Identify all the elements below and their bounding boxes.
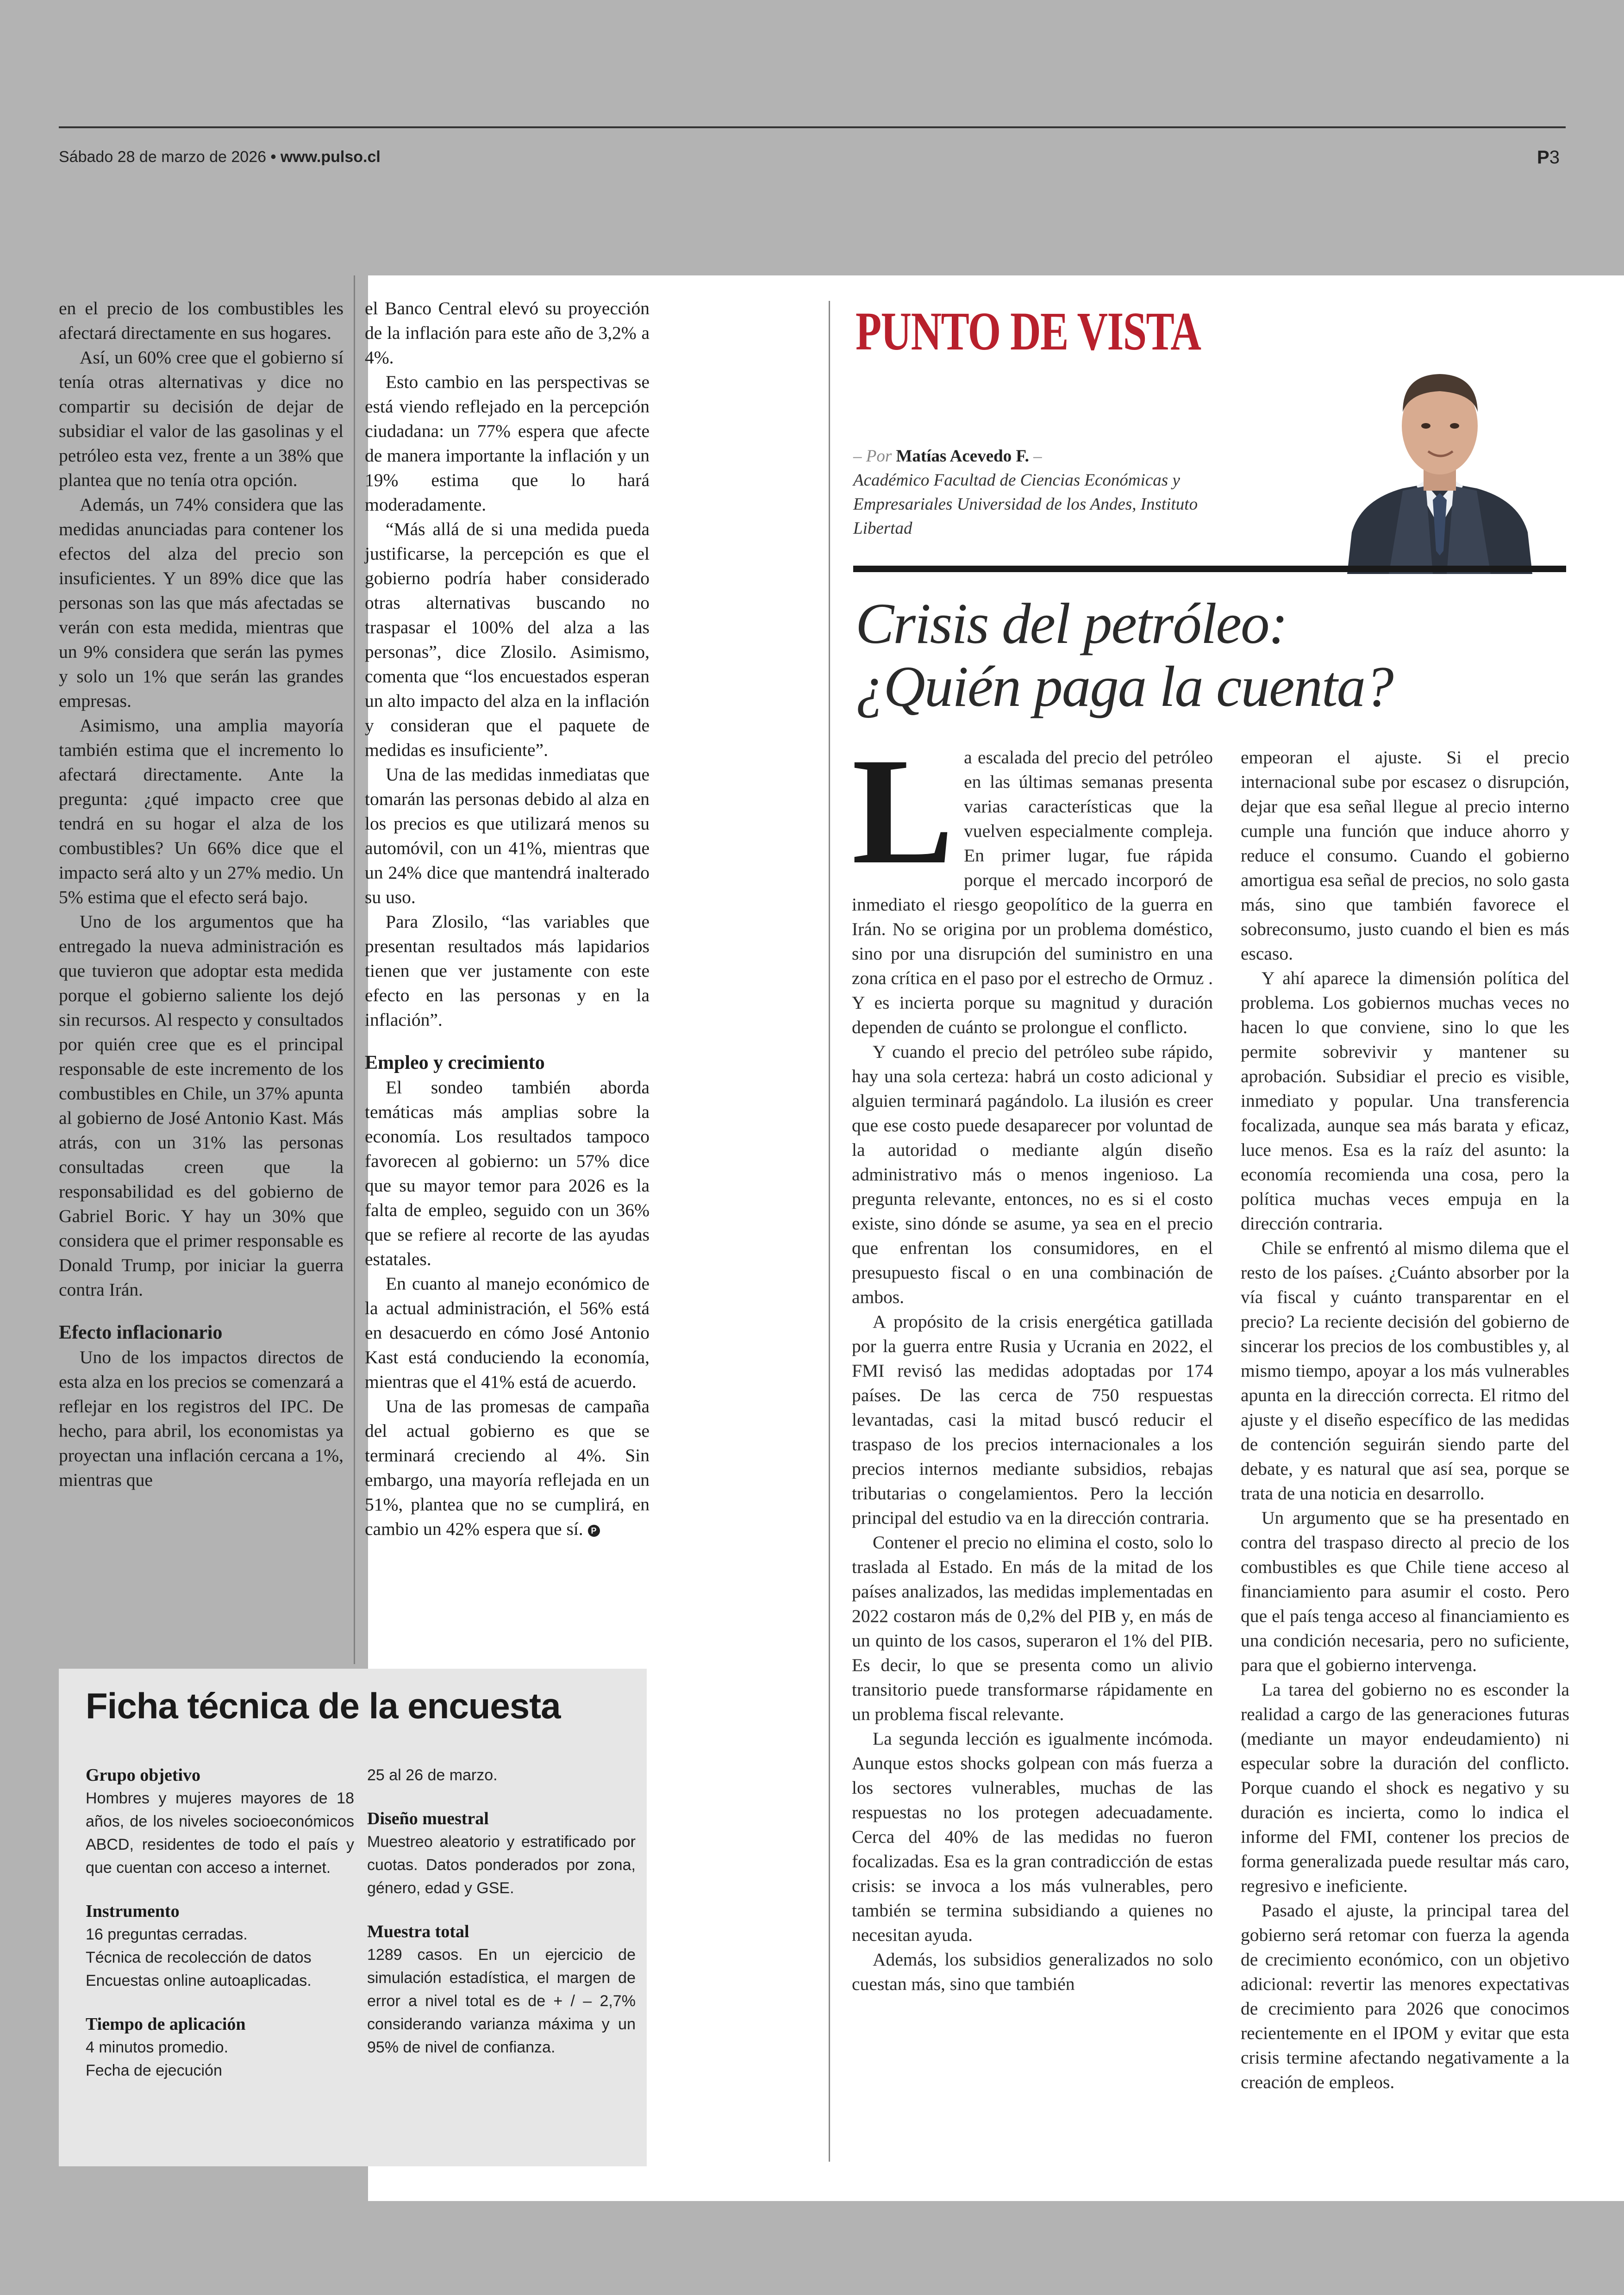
subheading-efecto-inflacionario: Efecto inflacionario [59, 1322, 223, 1343]
paragraph: Además, los subsidios generalizados no solo cuestan más, sino que también [852, 1949, 1213, 1994]
paragraph [365, 1394, 650, 1541]
byline-prefix: – Por [853, 447, 896, 466]
paragraph-text: a escalada del precio del petróleo en las últimas semanas presenta varias características que la vuelven especialmente compleja. En primer lugar, fue rápida porque el mercado incorporó de inmediato el riesgo geopolítico de la guerra en Irán. No se origina por un problema doméstico, sino por una disrupción del suministro en una zona crítica en el paso por el estrecho de Ormuz . Y es incierta porque su magnitud y duración dependen de cuánto se prolongue el conflicto. [852, 747, 1213, 1037]
paragraph: A propósito de la crisis energética gatillada por la guerra entre Rusia y Ucrania en 2022, el FMI revisó las medidas adoptadas por 174 países. De las cerca de 750 respuestas levantadas, casi la mitad buscó reducir el traspaso de los precios internacionales a los precios internos mediante subsidios, rebajas tributarias o congelamientos. Pero la lección principal del estudio va en la dirección contraria. [852, 1311, 1213, 1528]
headline-line-1: Crisis del petróleo: [856, 592, 1287, 656]
ficha-instrumento-line: Encuestas online autoaplicadas. [86, 1972, 312, 1989]
paragraph: El sondeo también aborda temáticas más amplias sobre la economía. Los resultados tampoco favorecen al gobierno: un 57% dice que su mayor temor para 2026 es la falta de empleo, seguido con un 36% que se refiere al recorte de las ayudas estatales. [365, 1077, 650, 1269]
header-rule [59, 126, 1566, 128]
byline-suffix: – [1029, 447, 1042, 466]
paragraph [852, 727, 1213, 1040]
opinion-left-rule [829, 301, 830, 2162]
ficha-diseno-text: Muestreo aleatorio y estratificado por cuotas. Datos ponderados por zona, género, edad y GSE. [367, 1833, 636, 1897]
paragraph: Y ahí aparece la dimensión política del problema. Los gobiernos muchas veces no hacen lo que conviene, sino lo que les permite sobrevivir y mantener su aprobación. Subsidiar el precio es visible, inmediato y popular. Una transferencia focalizada, aunque sea más barata y eficaz, luce menos. Esa es la raíz del asunto: la economía recomienda una cosa, pero la política muchas veces empuja en la dirección contraria. [1241, 968, 1569, 1234]
paragraph: Uno de los impactos directos de esta alza en los precios se comenzará a reflejar en los registros del IPC. De hecho, para abril, los economistas ya proyectan una inflación cercana a 1%, mientras que [59, 1347, 344, 1490]
section-title-punto-de-vista: PUNTO DE VISTA [856, 301, 1201, 362]
ficha-muestra-title: Muestra total [367, 1922, 469, 1941]
paragraph: Además, un 74% considera que las medidas anunciadas para contener los efectos del alza del precio son insuficientes. Y un 89% dice que las personas son las que más afectadas se verán con esta medida, mientras que un 9% considera que serán las pymes y solo un 1% que serán las grandes empresas. [59, 494, 344, 711]
ficha-right-column [367, 1764, 636, 2059]
header-date: Sábado 28 de marzo de 2026 [59, 148, 267, 166]
page-prefix: P [1537, 147, 1549, 168]
paragraph: La segunda lección es igualmente incómoda. Aunque estos shocks golpean con más fuerza a los sectores vulnerables, muchas de las respuestas no los protegen adecuadamente. Cerca del 40% de las medidas no fueron focalizadas. Esa es la gran contradicción de estas crisis: se invoca a los más vulnerables, pero también se termina subsidiando a quienes no necesitan ayuda. [852, 1728, 1213, 1945]
header-bullet: • [270, 148, 276, 166]
column-divider [354, 275, 355, 1664]
paragraph: Así, un 60% cree que el gobierno sí tenía otras alternativas y dice no compartir su decisión de dejar de subsidiar el valor de las gasolinas y el petróleo esta vez, frente a un 38% que plantea que no tenía otra opción. [59, 347, 344, 490]
byline [853, 444, 1233, 541]
paragraph: Contener el precio no elimina el costo, solo lo traslada al Estado. En más de la mitad de los países analizados, las medidas implementadas en 2022 costaron más de 0,2% del PIB y, en más de un quinto de los casos, superaron el 1% del PIB. Es decir, lo que se presenta como un alivio transitorio puede transformarse rápidamente en un problema fiscal relevante. [852, 1532, 1213, 1724]
paragraph-text: Una de las promesas de campaña del actual gobierno es que se terminará creciendo al 4%. Sin embargo, una mayoría reflejada en un 51%, plantea que no se cumplirá, en cambio un 42% espera que sí. [365, 1396, 650, 1539]
ficha-instrumento-line: Técnica de recolección de datos [86, 1949, 312, 1966]
subheading-empleo-crecimiento: Empleo y crecimiento [365, 1052, 545, 1073]
left-article-column-2 [365, 296, 650, 1541]
page-number [1537, 147, 1560, 168]
ficha-instrumento-title: Instrumento [86, 1902, 180, 1921]
ficha-muestra-text: 1289 casos. En un ejercicio de simulación estadística, el margen de error a nivel total es de + / – 2,7% considerando varianza máxima y un 95% de nivel de confianza. [367, 1946, 636, 2056]
paragraph: Chile se enfrentó al mismo dilema que el resto de los países. ¿Cuánto absorber por la vía fiscal y cuánto transparentar en el precio? La reciente decisión del gobierno de sincerar los precios de los combustibles y, al mismo tiempo, apoyar a los más vulnerables apunta en la dirección correcta. El ritmo del ajuste y el diseño específico de las medidas de contención seguirán siendo parte del debate, y es natural que así sea, porque se trata de una noticia en desarrollo. [1241, 1238, 1569, 1503]
ficha-tiempo-line: Fecha de ejecución [86, 2062, 222, 2079]
paragraph: empeoran el ajuste. Si el precio internacional sube por escasez o disrupción, dejar que esa señal llegue al precio interno cumple una función que induce ahorro y reduce el consumo. Cuando el gobierno amortigua esa señal de precios, no solo gasta más, sino que también favorece el sobreconsumo, justo cuando el bien es más escaso. [1241, 747, 1569, 964]
paragraph: Asimismo, una amplia mayoría también estima que el incremento lo afectará directamente. Ante la pregunta: ¿qué impacto cree que tendrá en su hogar el alza de los combustibles? Un 66% dice que el impacto será alto y un 27% medio. Un 5% estima que el efecto será bajo. [59, 715, 344, 907]
ficha-tiempo-title: Tiempo de aplicación [86, 2014, 246, 2034]
opinion-column-1 [852, 727, 1213, 1996]
ficha-instrumento-line: 16 preguntas cerradas. [86, 1926, 248, 1943]
paragraph: La tarea del gobierno no es esconder la realidad a cargo de las generaciones futuras (mediante un mayor endeudamiento) ni especular sobre la duración del conflicto. Porque cuando el shock es negativo y su duración es incierta, como lo indica el informe del FMI, contener los precios de forma generalizada puede resultar más caro, regresivo e ineficiente. [1241, 1679, 1569, 1896]
author-name: Matías Acevedo F. [896, 447, 1029, 466]
end-mark-icon: P [588, 1525, 600, 1537]
ficha-title: Ficha técnica de la encuesta [86, 1685, 561, 1726]
ficha-diseno-title: Diseño muestral [367, 1809, 489, 1828]
paragraph: el Banco Central elevó su proyección de la inflación para este año de 3,2% a 4%. [365, 298, 650, 368]
opinion-column-2 [1241, 745, 1569, 2095]
ficha-tiempo-line: 4 minutos promedio. [86, 2039, 229, 2056]
headline-line-2: ¿Quién paga la cuenta? [856, 655, 1393, 719]
ficha-fecha-text: 25 al 26 de marzo. [367, 1766, 498, 1784]
opinion-headline [856, 592, 1578, 718]
left-article-column-1 [59, 296, 344, 1492]
paragraph: Pasado el ajuste, la principal tarea del gobierno será retomar con fuerza la agenda de crecimiento económico, con un objetivo adicional: revertir las menores expectativas de crecimiento para 2026 que conocimos recientemente en el IPOM y evitar que esta crisis termine afectando negativamente a la creación de empleos. [1241, 1900, 1569, 2092]
ficha-left-column [86, 1764, 354, 2082]
paragraph: Para Zlosilo, “las variables que presentan resultados más lapidarios tienen que ver justamente con este efecto en las personas y en la inflación”. [365, 911, 650, 1030]
paragraph: “Más allá de si una medida pueda justificarse, la percepción es que el gobierno podría haber considerado otras alternativas buscando no traspasar el 100% del alza a las personas”, dice Zlosilo. Asimismo, comenta que “los encuestados esperan un alto impacto del alza en la inflación y consideran que el paquete de medidas es insuficiente”. [365, 519, 650, 760]
ficha-grupo-text: Hombres y mujeres mayores de 18 años, de los niveles socioeconómicos ABCD, residentes de todo el país y que cuentan con acceso a internet. [86, 1790, 354, 1877]
opinion-header-rule [853, 566, 1566, 572]
author-affiliation: Académico Facultad de Ciencias Económicas y Empresariales Universidad de los Andes, Instituto Libertad [853, 471, 1198, 538]
ficha-grupo-title: Grupo objetivo [86, 1765, 201, 1785]
paragraph: en el precio de los combustibles les afectará directamente en sus hogares. [59, 298, 344, 343]
paragraph: En cuanto al manejo económico de la actual administración, el 56% está en desacuerdo en cómo José Antonio Kast está conduciendo la economía, mientras que el 41% está de acuerdo. [365, 1273, 650, 1392]
header-dateline [59, 148, 381, 166]
drop-cap: L [852, 727, 954, 896]
header-site[interactable]: www.pulso.cl [280, 148, 381, 166]
author-photo [1333, 333, 1546, 574]
paragraph: Una de las medidas inmediatas que tomarán las personas debido al alza en los precios es que utilizará menos su automóvil, con un 41%, mientras que un 24% dice que mantendrá inalterado su uso. [365, 764, 650, 907]
paragraph: Uno de los argumentos que ha entregado la nueva administración es que tuvieron que adoptar esta medida porque el gobierno saliente los dejó sin recursos. Al respecto y consultados por quién cree que es el principal responsable de este incremento de los combustibles en Chile, un 37% apunta al gobierno de José Antonio Kast. Más atrás, con un 31% las personas consultadas creen que la responsabilidad es del gobierno de Gabriel Boric. Y hay un 30% que considera que el primer responsable es Donald Trump, por iniciar la guerra contra Irán. [59, 911, 344, 1300]
paragraph: Y cuando el precio del petróleo sube rápido, hay una sola certeza: habrá un costo adicional y alguien terminará pagándolo. La ilusión es creer que ese costo puede desaparecer por voluntad de la autoridad o mediante algún diseño administrativo más o menos ingenioso. La pregunta relevante, entonces, no es si el costo existe, sino dónde se asume, ya sea en el precio que enfrentan los consumidores, en el presupuesto fiscal o en una combinación de ambos. [852, 1041, 1213, 1307]
paragraph: Esto cambio en las perspectivas se está viendo reflejado en la percepción ciudadana: un 77% espera que afecte de manera importante la inflación y un 19% estima que lo hará moderadamente. [365, 372, 650, 515]
paragraph: Un argumento que se ha presentado en contra del traspaso directo al precio de los combustibles es que Chile tiene acceso al financiamiento para asumir el costo. Pero que el país tenga acceso al financiamiento es una condición necesaria, pero no suficiente, para que el gobierno intervenga. [1241, 1508, 1569, 1675]
page-number-value: 3 [1549, 147, 1560, 168]
